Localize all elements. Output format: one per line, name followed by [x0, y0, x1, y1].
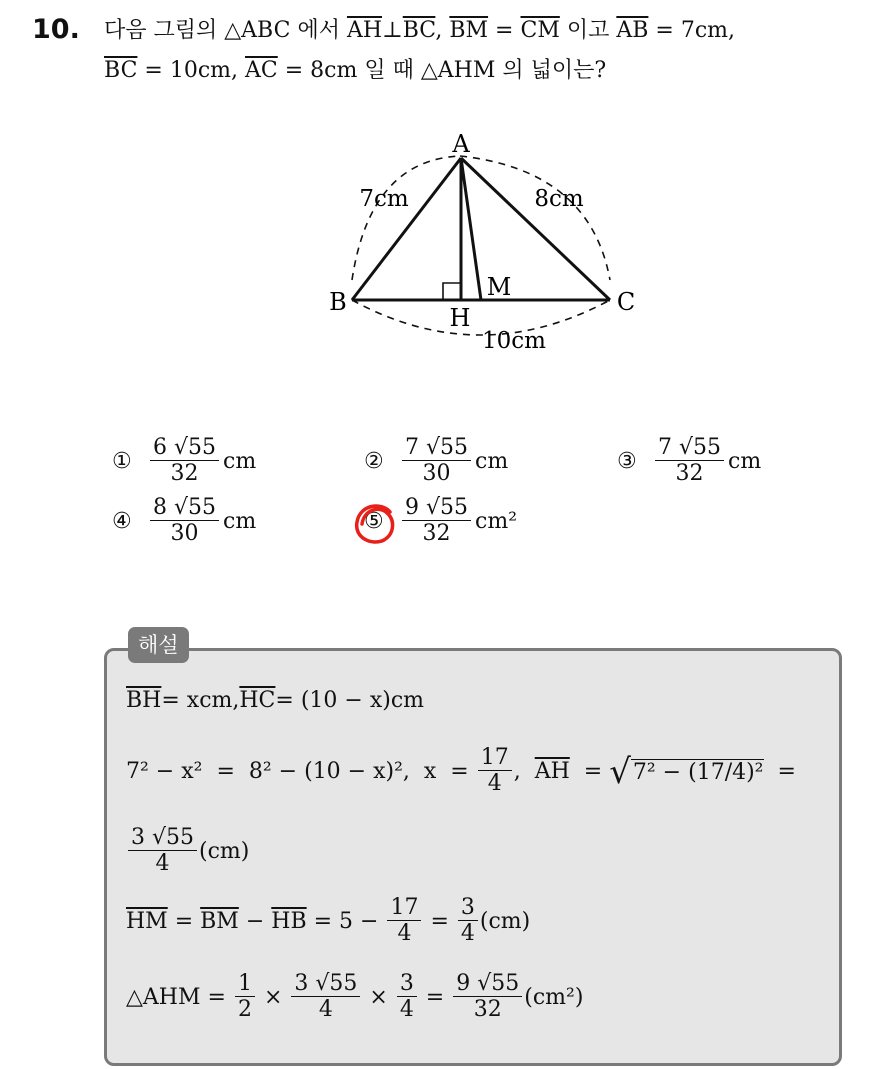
- label-m: M: [486, 273, 512, 301]
- right-angle-mark: [443, 283, 461, 300]
- label-a: A: [452, 130, 470, 158]
- answer-mark-circle: [352, 500, 400, 548]
- label-c: C: [616, 288, 636, 316]
- length-ac: 8cm: [534, 186, 584, 212]
- ab-dashed-arc: [352, 156, 460, 280]
- choice-4[interactable]: ④ $\frac{8 √55}{30}$ cm: [112, 495, 257, 546]
- question-number: 10.: [32, 14, 80, 45]
- side-ac: [461, 158, 610, 300]
- choice-5[interactable]: ⑤ $\frac{9 √55}{32}$ cm²: [364, 495, 518, 546]
- side-ab: [352, 158, 461, 300]
- solution-line-1: $\overline{BH}$ = xcm, $\overline{HC}$ = (10 − x)cm: [126, 688, 425, 713]
- choice-2[interactable]: ② $\frac{7 √55}{30}$ cm: [364, 435, 509, 486]
- bc-dashed-arc: [352, 300, 610, 335]
- label-h: H: [449, 304, 471, 332]
- choice-3[interactable]: ③ $\frac{7 √55}{32}$ cm: [617, 435, 762, 486]
- length-ab: 7cm: [359, 186, 409, 212]
- median-am: [461, 158, 481, 300]
- solution-line-4: $\overline{HM}$ = $\overline{BM}$ − $\overline{HB}$ = 5 − $\frac{17}{4}$ = $\frac{3}{4}$ (cm): [126, 895, 531, 946]
- solution-line-3: $\frac{3 √55}{4}$ (cm): [126, 826, 249, 877]
- triangle-figure: [300, 120, 660, 360]
- length-bc: 10cm: [482, 328, 546, 354]
- choice-1[interactable]: ① $\frac{6 √55}{32}$ cm: [112, 435, 257, 486]
- sqrt-sign: √: [609, 751, 631, 792]
- solution-line-2: 7² − x² = 8² − (10 − x)², x = $\frac{17}{4}$ , $\overline{AH}$ = √ 7² − (17/4)² =: [126, 745, 796, 796]
- label-b: B: [329, 288, 347, 316]
- ac-dashed-arc: [460, 156, 610, 280]
- question-line-1: 다음 그림의 △ABC 에서 $\overline{AH}\perp\overline{BC}$, $\overline{BM} = \overline{CM}$ 이고 $\overline{AB} = 7cm$,: [104, 18, 735, 43]
- solution-tag: 해설: [128, 627, 189, 663]
- question-line-2: $\overline{BC} = 10cm$, $\overline{AC} = 8cm$ 일 때 △AHM 의 넓이는?: [104, 58, 607, 83]
- solution-line-5: △AHM = $\frac{1}{2}$ × $\frac{3 √55}{4}$ × $\frac{3}{4}$ = $\frac{9 √55}{32}$ (cm²): [126, 971, 584, 1022]
